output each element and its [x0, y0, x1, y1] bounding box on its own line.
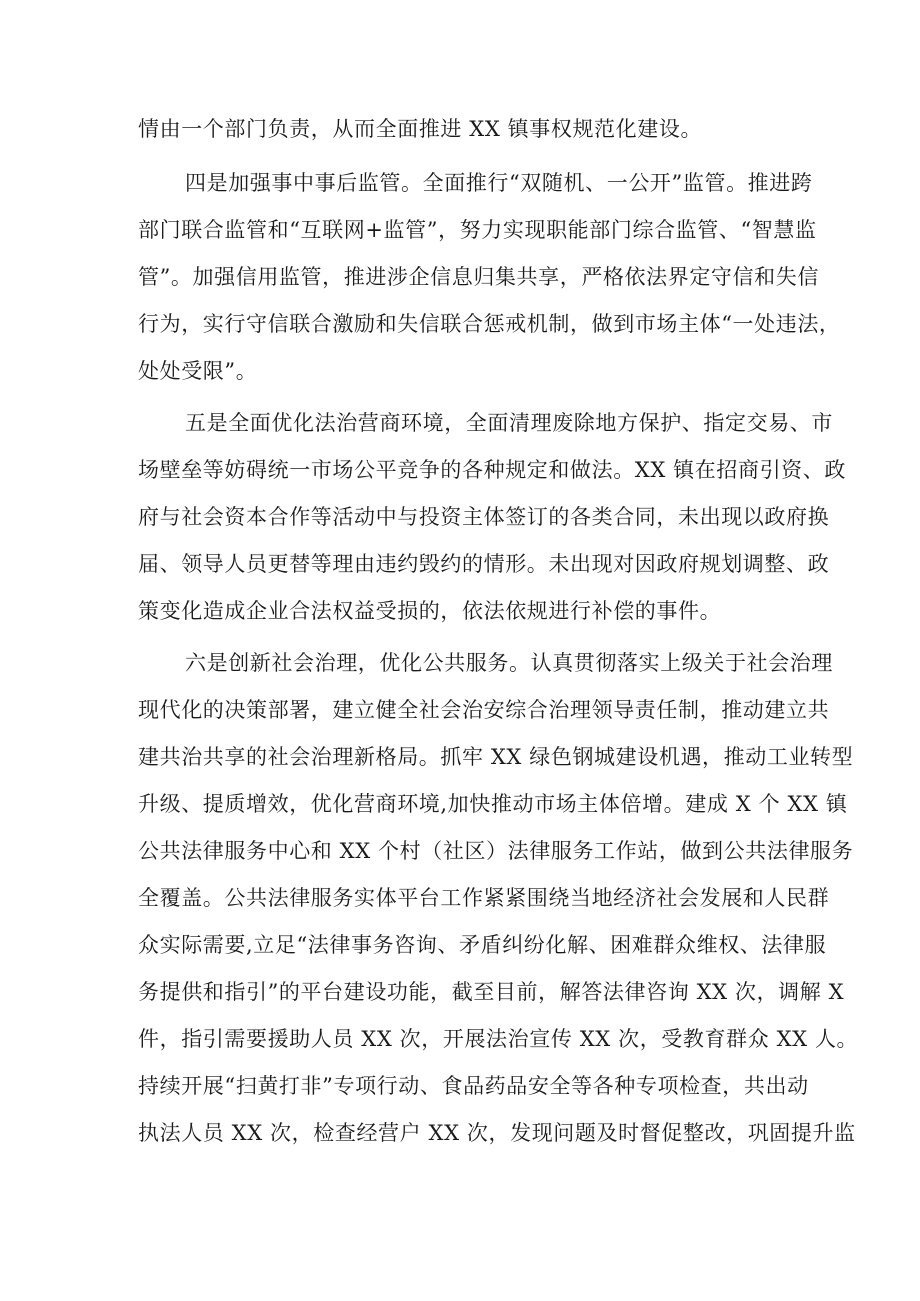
- text-line: 公共法律服务中心和 XX 个村（社区）法律服务工作站，做到公共法律服务: [138, 839, 854, 863]
- text-line: 情由一个部门负责，从而全面推进 XX 镇事权规范化建设。: [138, 117, 703, 141]
- text-line: 现代化的决策部署，建立健全社会治安综合治理领导责任制，推动建立共: [138, 698, 830, 722]
- text-line: 管”。加强信用监管，推进涉企信息归集共享，严格依法界定守信和失信: [138, 265, 819, 289]
- text-line: 众实际需要,立足“法律事务咨询、矛盾纠纷化解、困难群众维权、法律服: [138, 933, 827, 957]
- text-line: 行为，实行守信联合激励和失信联合惩戒机制，做到市场主体“一处违法，: [138, 312, 841, 336]
- paragraph-5-first-line: 五是全面优化法治营商环境，全面清理废除地方保护、指定交易、市: [185, 411, 833, 435]
- text-line: 务提供和指引”的平台建设功能，截至目前，解答法律咨询 XX 次，调解 X: [138, 980, 845, 1004]
- text-line: 持续开展“扫黄打非”专项行动、食品药品安全等各种专项检查，共出动: [138, 1074, 809, 1098]
- paragraph-6-first-line: 六是创新社会治理，优化公共服务。认真贯彻落实上级关于社会治理: [185, 651, 833, 675]
- paragraph-4-first-line: 四是加强事中事后监管。全面推行“双随机、一公开”监管。推进跨: [185, 171, 813, 195]
- text-line: 全覆盖。公共法律服务实体平台工作紧紧围绕当地经济社会发展和人民群: [138, 886, 830, 910]
- text-line: 届、领导人员更替等理由违约毁约的情形。未出现对因政府规划调整、政: [138, 552, 830, 576]
- text-line: 升级、提质增效，优化营商环境,加快推动市场主体倍增。建成 X 个 XX 镇: [138, 792, 848, 816]
- text-line: 执法人员 XX 次，检查经营户 XX 次，发现问题及时督促整改，巩固提升监: [138, 1121, 856, 1145]
- text-line: 府与社会资本合作等活动中与投资主体签订的各类合同，未出现以政府换: [138, 505, 830, 529]
- text-line: 场壁垒等妨碍统一市场公平竞争的各种规定和做法。XX 镇在招商引资、政: [138, 458, 846, 482]
- text-line: 部门联合监管和“互联网+监管”，努力实现职能部门综合监管、“智慧监: [138, 218, 817, 242]
- text-line: 建共治共享的社会治理新格局。抓牢 XX 绿色钢城建设机遇，推动工业转型: [138, 745, 854, 769]
- text-line: 件，指引需要援助人员 XX 次，开展法治宣传 XX 次，受教育群众 XX 人。: [138, 1027, 859, 1051]
- text-line: 处处受限”。: [138, 359, 258, 383]
- text-line: 策变化造成企业合法权益受损的，依法依规进行补偿的事件。: [138, 599, 722, 623]
